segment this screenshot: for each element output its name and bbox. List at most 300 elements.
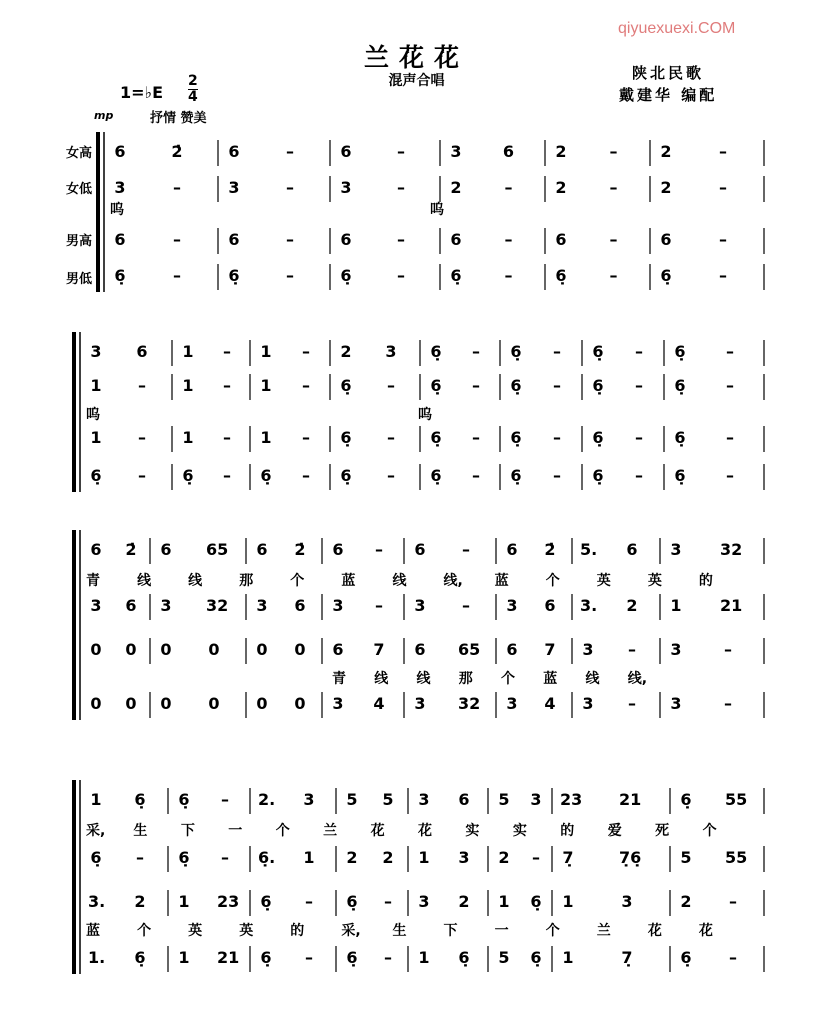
lyric-syllable: 青 xyxy=(332,671,346,687)
note: 6 xyxy=(544,596,556,615)
note: – xyxy=(138,466,146,485)
note: 3 xyxy=(670,540,682,559)
note: 6̣ xyxy=(260,948,272,967)
lyric-syllable: 生 xyxy=(133,823,148,839)
note: 2 xyxy=(346,848,358,867)
note: 6̣ xyxy=(674,428,686,447)
note: – xyxy=(286,178,294,197)
lyric-syllable: 蓝 xyxy=(86,923,100,939)
note: 6̣ xyxy=(340,466,352,485)
note: 32 xyxy=(458,694,481,713)
note: 2. xyxy=(258,790,276,809)
note: 6̣ xyxy=(530,892,542,911)
note: – xyxy=(609,230,618,249)
lyric-syllable: 线, xyxy=(443,573,463,589)
note: – xyxy=(397,230,405,249)
lyric-syllable: 个 xyxy=(290,573,305,589)
note: 1. xyxy=(88,948,106,967)
note: 6̣ xyxy=(134,790,146,809)
note: 21 xyxy=(619,790,642,809)
note: – xyxy=(221,790,229,809)
note: 2 xyxy=(340,342,352,361)
note: 32 xyxy=(206,596,229,615)
note: 6̣ xyxy=(674,376,686,395)
note: 6 xyxy=(660,230,672,249)
note: 6 xyxy=(555,230,567,249)
note: 6 xyxy=(256,540,268,559)
note: – xyxy=(719,178,727,197)
watermark: qiyuexuexi.COM xyxy=(618,20,736,37)
note: 0 xyxy=(294,640,306,659)
note: 3 xyxy=(450,142,462,161)
note: – xyxy=(729,892,737,911)
note: – xyxy=(635,428,643,447)
note: 2̇ xyxy=(171,142,183,161)
note: 1 xyxy=(90,376,102,395)
note: 6̣ xyxy=(178,790,190,809)
note: 6 xyxy=(90,540,102,559)
note: 6̣ xyxy=(430,342,442,361)
lyric-syllable: 线 xyxy=(137,573,152,589)
lyric-syllable: 花 xyxy=(647,923,662,939)
note: – xyxy=(609,142,618,161)
note: 6̣ xyxy=(510,342,522,361)
note: 5 xyxy=(382,790,394,809)
note: 2̇ xyxy=(544,540,556,559)
note: 6̣ xyxy=(340,376,352,395)
note: – xyxy=(726,376,734,395)
note: 6 xyxy=(160,540,172,559)
note: 2 xyxy=(680,892,692,911)
note: – xyxy=(302,342,310,361)
note: – xyxy=(504,266,513,285)
note: 0 xyxy=(90,694,102,713)
note: 3 xyxy=(506,596,518,615)
lyric-syllable: 线, xyxy=(627,671,648,687)
note: – xyxy=(397,266,405,285)
note: – xyxy=(138,376,146,395)
note: 1 xyxy=(90,790,102,809)
note: 3 xyxy=(303,790,315,809)
lyric-syllable: 个 xyxy=(545,573,560,589)
note: 7̣ xyxy=(621,948,633,967)
note: 4 xyxy=(373,694,385,713)
note: 6 xyxy=(340,142,352,161)
lyric-syllable: 个 xyxy=(545,923,560,939)
note: 6̣ xyxy=(592,428,604,447)
lyric-syllable: 的 xyxy=(698,573,713,589)
note: 6̣ xyxy=(260,892,272,911)
note: 6̣ xyxy=(228,266,240,285)
note: 3 xyxy=(228,178,240,197)
expression-marking: 抒情 赞美 xyxy=(150,111,207,126)
note: 0 xyxy=(208,640,220,659)
note: – xyxy=(635,376,643,395)
note: – xyxy=(635,466,643,485)
note: – xyxy=(726,342,734,361)
note: – xyxy=(173,266,181,285)
note: 1 xyxy=(90,428,102,447)
lyric-syllable: 线 xyxy=(585,671,600,687)
lyric-syllable: 兰 xyxy=(323,823,338,839)
note: – xyxy=(726,428,734,447)
note: – xyxy=(286,230,294,249)
note: 6̣ xyxy=(450,266,462,285)
note: – xyxy=(532,848,540,867)
note: 2̇ xyxy=(125,540,137,559)
note: 6̣ xyxy=(134,948,146,967)
note: 2 xyxy=(555,142,567,161)
note: 4 xyxy=(544,694,556,713)
lyric-syllable: 的 xyxy=(560,823,575,839)
note: 6 xyxy=(114,230,126,249)
note: 21 xyxy=(720,596,743,615)
note: 3. xyxy=(88,892,106,911)
note: 1 xyxy=(260,428,272,447)
note: 2 xyxy=(450,178,462,197)
note: 6̣ xyxy=(114,266,126,285)
note: 6 xyxy=(332,540,344,559)
note: 2 xyxy=(660,142,672,161)
note: 6̣ xyxy=(592,342,604,361)
note: 3 xyxy=(418,892,430,911)
lyric-syllable: 下 xyxy=(180,823,195,839)
note: 3 xyxy=(332,694,344,713)
note: – xyxy=(223,376,231,395)
lyric-syllable: 个 xyxy=(137,923,152,939)
note: 1 xyxy=(498,892,510,911)
lyric-syllable: 蓝 xyxy=(494,573,509,589)
note: 1 xyxy=(260,376,272,395)
origin-credit: 陕北民歌 xyxy=(632,64,705,82)
lyric-syllable: 呜 xyxy=(418,407,432,423)
note: 23 xyxy=(217,892,240,911)
lyric-syllable: 蓝 xyxy=(341,573,356,589)
note: 6̣ xyxy=(430,466,442,485)
note: – xyxy=(724,694,732,713)
lyric-syllable: 那 xyxy=(239,573,254,589)
note: – xyxy=(138,428,146,447)
lyric-syllable: 英 xyxy=(596,573,611,589)
note: 7 xyxy=(373,640,385,659)
lyric-syllable: 英 xyxy=(188,923,203,939)
note: 1 xyxy=(418,848,430,867)
song-subtitle: 混声合唱 xyxy=(388,73,445,89)
note: – xyxy=(223,342,231,361)
lyric-syllable: 个 xyxy=(501,671,515,687)
note: 6̣ xyxy=(510,466,522,485)
note: 6̣ xyxy=(592,376,604,395)
lyric-syllable: 兰 xyxy=(596,923,611,939)
dynamic-marking: mp xyxy=(94,109,114,122)
lyric-syllable: 花 xyxy=(370,823,385,839)
note: 3 xyxy=(340,178,352,197)
note: 1 xyxy=(418,948,430,967)
note: – xyxy=(136,848,144,867)
note: 6̣ xyxy=(340,266,352,285)
note: – xyxy=(609,178,618,197)
note: 1 xyxy=(178,948,190,967)
note: – xyxy=(397,142,405,161)
note: 6 xyxy=(502,142,515,161)
note: – xyxy=(384,948,392,967)
note: 6̣ xyxy=(182,466,194,485)
note: 3 xyxy=(385,342,397,361)
note: – xyxy=(302,466,310,485)
note: 6 xyxy=(228,230,240,249)
note: 55 xyxy=(725,848,748,867)
note: 6̣ xyxy=(178,848,190,867)
note: 6 xyxy=(114,142,126,161)
note: – xyxy=(472,428,480,447)
note: 3 xyxy=(160,596,172,615)
note: – xyxy=(221,848,229,867)
note: 3 xyxy=(530,790,542,809)
lyric-syllable: 线 xyxy=(374,671,389,687)
note: – xyxy=(719,142,727,161)
note: – xyxy=(173,230,181,249)
note: 65 xyxy=(206,540,229,559)
note: 55 xyxy=(725,790,748,809)
note: 6̣ xyxy=(510,376,522,395)
note: – xyxy=(504,230,513,249)
note: 6 xyxy=(506,540,518,559)
note: 6 xyxy=(228,142,240,161)
note: 6̣. xyxy=(258,848,276,867)
lyric-syllable: 一 xyxy=(494,923,509,939)
note: 6̣ xyxy=(430,376,442,395)
note: 5 xyxy=(346,790,358,809)
lyric-syllable: 采, xyxy=(86,823,106,839)
lyric-syllable: 线 xyxy=(188,573,203,589)
lyric-syllable: 生 xyxy=(392,923,407,939)
note: – xyxy=(302,376,310,395)
lyric-syllable: 线 xyxy=(392,573,407,589)
note: 3 xyxy=(114,178,126,197)
lyric-syllable: 死 xyxy=(655,823,670,839)
lyric-syllable: 花 xyxy=(698,923,713,939)
note: 0 xyxy=(125,640,137,659)
time-bottom: 4 xyxy=(188,89,198,105)
note: 6 xyxy=(414,640,426,659)
part-label-alto: 女低 xyxy=(66,182,93,197)
note: 6̣ xyxy=(346,892,358,911)
note: 6̣ xyxy=(555,266,567,285)
note: 3 xyxy=(506,694,518,713)
note: 3 xyxy=(90,342,102,361)
note: 6̣ xyxy=(346,948,358,967)
note: 6̣ xyxy=(90,848,102,867)
note: – xyxy=(628,694,636,713)
note: 1 xyxy=(670,596,682,615)
note: – xyxy=(305,948,313,967)
note: 5 xyxy=(498,790,510,809)
note: 6 xyxy=(506,640,518,659)
note: 6̣ xyxy=(674,342,686,361)
time-top: 2 xyxy=(188,73,198,89)
note: 0 xyxy=(208,694,220,713)
lyric-syllable: 采, xyxy=(341,923,361,939)
note: 6 xyxy=(340,230,352,249)
note: – xyxy=(628,640,636,659)
note: 3 xyxy=(582,640,594,659)
note: – xyxy=(553,342,561,361)
note: 3 xyxy=(90,596,102,615)
note: 6̣ xyxy=(458,948,470,967)
note: – xyxy=(719,230,727,249)
lyric-syllable: 英 xyxy=(239,923,254,939)
note: 0 xyxy=(256,640,268,659)
arranger-credit: 戴建华 编配 xyxy=(619,86,718,104)
note: 6 xyxy=(414,540,426,559)
note: – xyxy=(726,466,734,485)
note: – xyxy=(387,466,395,485)
note: – xyxy=(472,376,480,395)
note: 3 xyxy=(418,790,430,809)
note: – xyxy=(397,178,405,197)
note: – xyxy=(609,266,618,285)
note: 3 xyxy=(256,596,268,615)
note: 2 xyxy=(626,596,638,615)
lyric-syllable: 下 xyxy=(443,923,458,939)
part-label-tenor: 男高 xyxy=(66,234,93,249)
lyric-syllable: 英 xyxy=(647,573,662,589)
note: 2 xyxy=(458,892,470,911)
note: 3 xyxy=(670,694,682,713)
lyric-syllable: 呜 xyxy=(86,407,100,423)
lyric-syllable: 线 xyxy=(416,671,431,687)
note: 6 xyxy=(458,790,470,809)
note: 0 xyxy=(256,694,268,713)
note: 0 xyxy=(294,694,306,713)
lyric-syllable: 那 xyxy=(458,671,473,687)
note: – xyxy=(553,376,561,395)
note: 3 xyxy=(582,694,594,713)
note: 7 xyxy=(544,640,556,659)
note: 21 xyxy=(217,948,240,967)
lyric-syllable: 花 xyxy=(418,823,432,839)
note: 6̣ xyxy=(674,466,686,485)
note: 3 xyxy=(458,848,470,867)
note: 1 xyxy=(182,428,194,447)
note: 1 xyxy=(178,892,190,911)
note: 6̣ xyxy=(680,948,692,967)
note: 6 xyxy=(332,640,344,659)
note: – xyxy=(504,178,513,197)
note: – xyxy=(724,640,732,659)
note: 3 xyxy=(670,640,682,659)
note: 2 xyxy=(134,892,146,911)
note: – xyxy=(173,178,181,197)
note: 6 xyxy=(294,596,306,615)
note: – xyxy=(286,266,294,285)
lyric-syllable: 爱 xyxy=(607,823,622,839)
note: 23 xyxy=(560,790,583,809)
note: – xyxy=(384,892,392,911)
note: 1 xyxy=(182,376,194,395)
note: 6̣ xyxy=(680,790,692,809)
note: – xyxy=(375,540,383,559)
note: 3 xyxy=(621,892,633,911)
note: 3. xyxy=(580,596,598,615)
note: 6̣ xyxy=(90,466,102,485)
note: – xyxy=(302,428,310,447)
song-title: 兰花花 xyxy=(363,43,469,72)
note: 2 xyxy=(555,178,567,197)
note: 1 xyxy=(260,342,272,361)
note: 3 xyxy=(332,596,344,615)
note: – xyxy=(223,466,231,485)
note: – xyxy=(223,428,231,447)
note: 5 xyxy=(498,948,510,967)
note: 6 xyxy=(450,230,462,249)
lyric-syllable: 呜 xyxy=(430,202,444,218)
note: 5 xyxy=(680,848,692,867)
note: 0 xyxy=(125,694,137,713)
note: – xyxy=(719,266,727,285)
note: 0 xyxy=(160,640,172,659)
part-label-soprano: 女高 xyxy=(66,146,93,161)
note: – xyxy=(387,428,395,447)
note: 1 xyxy=(562,892,574,911)
lyric-syllable: 蓝 xyxy=(543,671,558,687)
note: 6̣ xyxy=(260,466,272,485)
key-signature: 1=♭E xyxy=(120,83,164,102)
note: 6̣ xyxy=(510,428,522,447)
note: 2 xyxy=(660,178,672,197)
note: 6 xyxy=(626,540,638,559)
note: 1 xyxy=(562,948,574,967)
note: 7̣6̣ xyxy=(619,848,642,867)
lyric-syllable: 实 xyxy=(465,823,480,839)
note: 6 xyxy=(136,342,148,361)
note: 0 xyxy=(160,694,172,713)
note: 6̣ xyxy=(660,266,672,285)
note: – xyxy=(305,892,313,911)
note: 6̣ xyxy=(530,948,542,967)
lyric-syllable: 个 xyxy=(275,823,290,839)
note: – xyxy=(462,596,470,615)
note: – xyxy=(375,596,383,615)
note: 1 xyxy=(303,848,315,867)
part-label-bass: 男低 xyxy=(66,272,93,287)
note: – xyxy=(472,466,480,485)
note: – xyxy=(286,142,294,161)
lyric-syllable: 实 xyxy=(512,823,527,839)
note: 7̣ xyxy=(562,848,574,867)
lyric-syllable: 个 xyxy=(702,823,717,839)
lyric-syllable: 的 xyxy=(290,923,305,939)
note: – xyxy=(729,948,737,967)
note: 5. xyxy=(580,540,598,559)
note: 6 xyxy=(125,596,137,615)
note: 3 xyxy=(414,694,426,713)
note: 32 xyxy=(720,540,743,559)
lyric-syllable: 呜 xyxy=(110,202,124,218)
note: – xyxy=(635,342,643,361)
note: 6̣ xyxy=(340,428,352,447)
note: 65 xyxy=(458,640,481,659)
note: 2 xyxy=(382,848,394,867)
note: 3 xyxy=(414,596,426,615)
lyric-syllable: 一 xyxy=(228,823,243,839)
note: 6̣ xyxy=(430,428,442,447)
note: – xyxy=(553,466,561,485)
lyric-syllable: 青 xyxy=(86,573,100,589)
note: 1 xyxy=(182,342,194,361)
note: – xyxy=(553,428,561,447)
note: 2̇ xyxy=(294,540,306,559)
